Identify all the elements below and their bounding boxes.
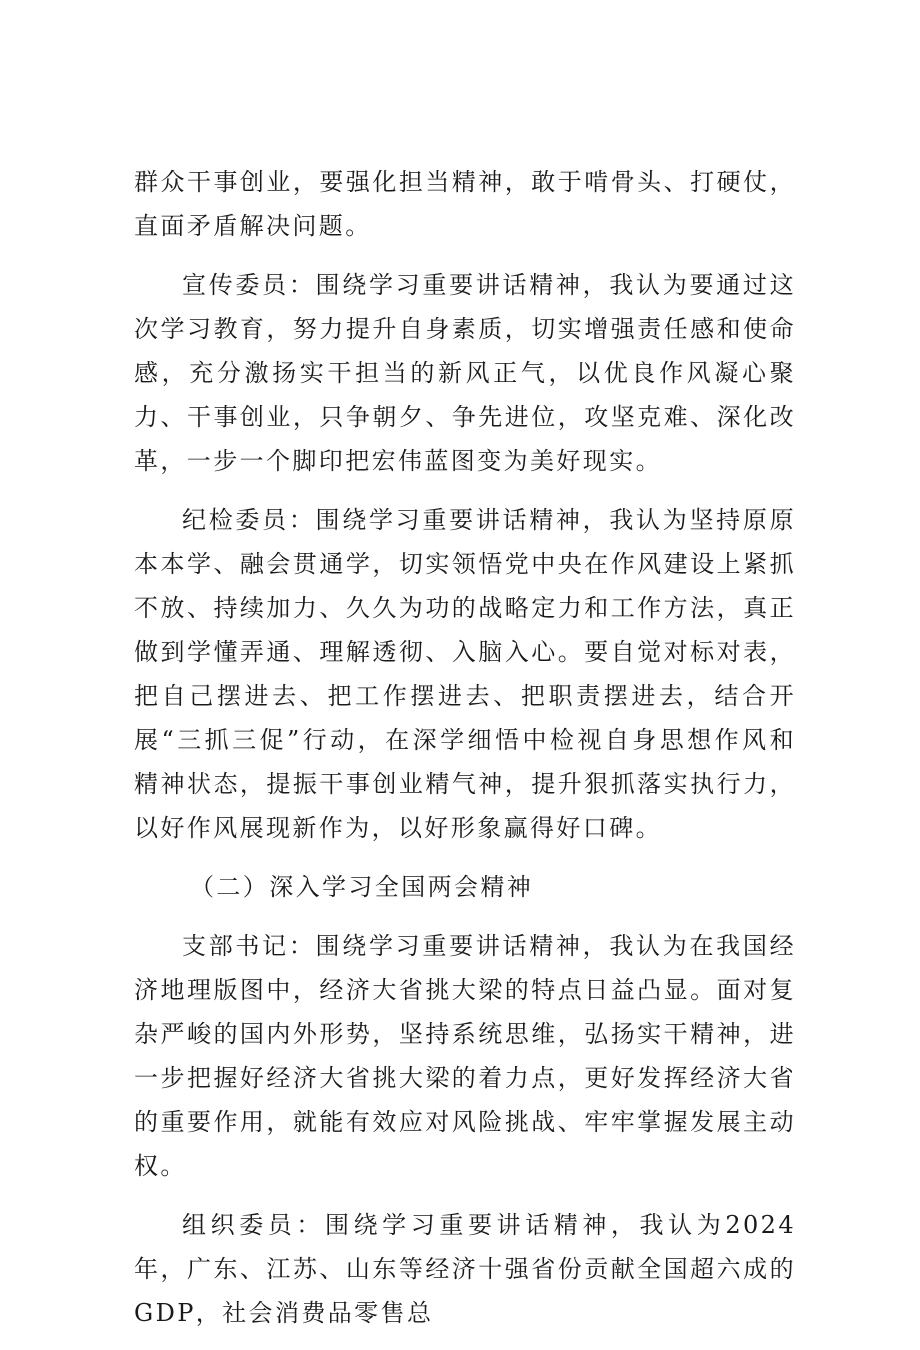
paragraph-continuation: 群众干事创业，要强化担当精神，敢于啃骨头、打硬仗，直面矛盾解决问题。	[134, 168, 796, 240]
paragraph-publicity-committee: 宣传委员：围绕学习重要讲话精神，我认为要通过这次学习教育，努力提升自身素质，切实增强责任感和使命感，充分激扬实干担当的新风正气，以优良作风凝心聚力、干事创业，只争朝夕、争先进位，攻坚克难、深化改革，一步一个脚印把宏伟蓝图变为美好现实。	[134, 271, 796, 475]
paragraph-organization-committee: 组织委员：围绕学习重要讲话精神，我认为2024年，广东、江苏、山东等经济十强省份贡献全国超六成的GDP，社会消费品零售总	[134, 1211, 796, 1327]
paragraph-discipline-committee: 纪检委员：围绕学习重要讲话精神，我认为坚持原原本本学、融会贯通学，切实领悟党中央在作风建设上紧抓不放、持续加力、久久为功的战略定力和工作方法，真正做到学懂弄通、理解透彻、入脑入心。要自觉对标对表，把自己摆进去、把工作摆进去、把职责摆进去，结合开展“三抓三促”行动，在深学细悟中检视自身思想作风和精神状态，提振干事创业精气神，提升狠抓落实执行力，以好作风展现新作为，以好形象赢得好口碑。	[134, 506, 796, 842]
paragraph-branch-secretary: 支部书记：围绕学习重要讲话精神，我认为在我国经济地理版图中，经济大省挑大梁的特点日益凸显。面对复杂严峻的国内外形势，坚持系统思维，弘扬实干精神，进一步把握好经济大省挑大梁的着力点，更好发挥经济大省的重要作用，就能有效应对风险挑战、牢牢掌握发展主动权。	[134, 932, 796, 1180]
section-heading: （二）深入学习全国两会精神	[190, 873, 534, 901]
document-page	[134, 160, 796, 1350]
